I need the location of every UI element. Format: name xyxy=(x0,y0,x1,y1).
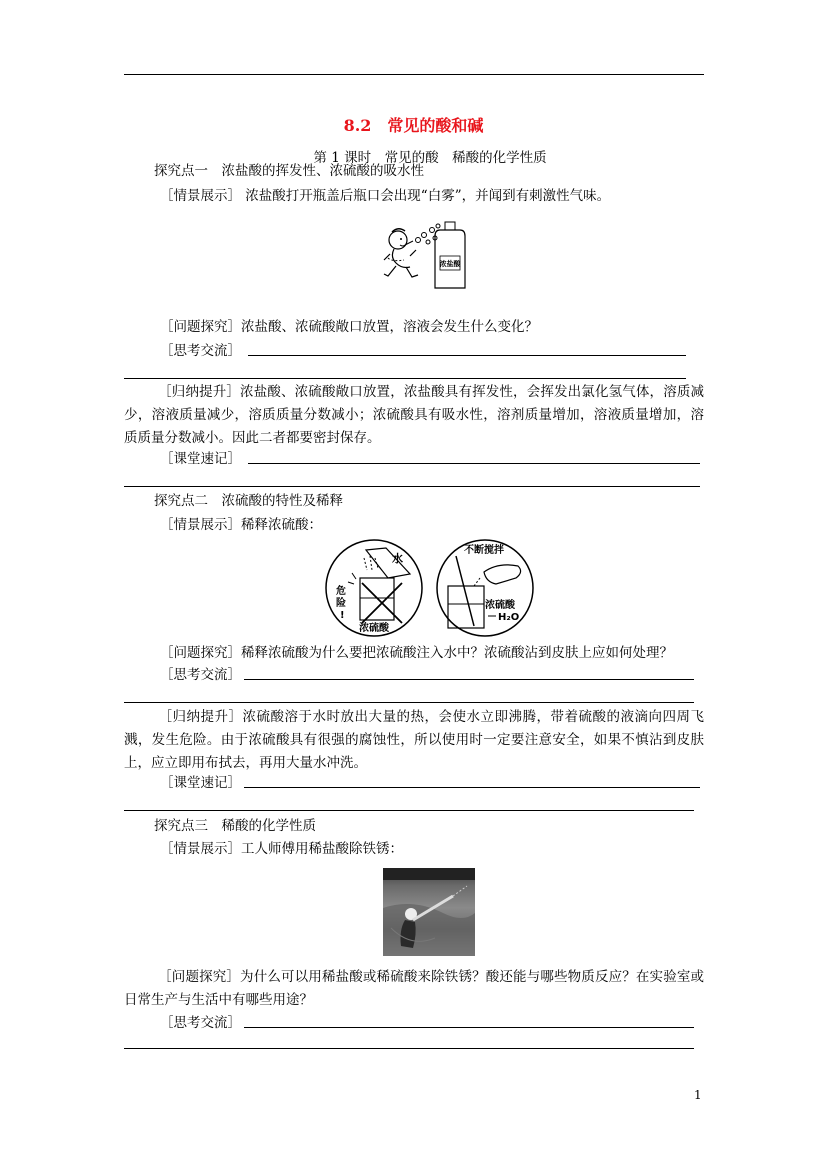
section3-scene: ［情景展示］工人师傅用稀盐酸除铁锈： xyxy=(160,841,403,857)
section2-think-blank-1[interactable] xyxy=(244,679,694,680)
header-rule xyxy=(124,74,704,75)
left-danger-label: 危险! xyxy=(336,586,346,621)
rust-removal-photo xyxy=(383,868,475,956)
section2-heading: 探究点二 浓硫酸的特性及稀释 xyxy=(154,493,343,509)
page-title: 8.2 常见的酸和碱 xyxy=(343,116,484,135)
section2-think-label: ［思考交流］ xyxy=(160,667,241,683)
page-number: 1 xyxy=(694,1088,702,1102)
section2-scene: ［情景展示］稀释浓硫酸： xyxy=(160,517,322,533)
left-water-label: 水 xyxy=(392,552,403,565)
left-acid-label: 浓硫酸 xyxy=(359,623,389,634)
section3-heading: 探究点三 稀酸的化学性质 xyxy=(154,818,316,834)
section3-think-label: ［思考交流］ xyxy=(160,1015,241,1031)
section1-notes-blank-1[interactable] xyxy=(248,463,700,464)
right-acid-label: 浓硫酸 xyxy=(485,600,515,611)
section2-notes-blank-2[interactable] xyxy=(124,810,694,811)
section3-question: ［问题探究］为什么可以用稀盐酸或稀硫酸来除铁锈？酸还能与哪些物质反应？在实验室或日常生产与生活中有哪些用途？ xyxy=(124,969,704,1008)
section1-think-blank-2[interactable] xyxy=(124,378,686,379)
page-subtitle: 第 1 课时 常见的酸 稀酸的化学性质 xyxy=(313,150,547,166)
section1-question: ［问题探究］浓盐酸、浓硫酸敞口放置，溶液会发生什么变化？ xyxy=(160,319,538,335)
section1-summary: ［归纳提升］浓盐酸、浓硫酸敞口放置，浓盐酸具有挥发性，会挥发出氯化氢气体，溶质减少，溶液质量减少，溶质质量分数减小；浓硫酸具有吸水性，溶剂质量增加，溶液质量增加，溶质质量分数减小。因此二者都要密封保存。 xyxy=(124,384,704,446)
section2-think-blank-2[interactable] xyxy=(124,702,694,703)
section1-think-label: ［思考交流］ xyxy=(160,343,241,359)
correct-dilution-figure xyxy=(434,538,536,638)
section2-notes-label: ［课堂速记］ xyxy=(160,775,241,791)
section1-notes-label: ［课堂速记］ xyxy=(160,451,241,467)
section1-notes-blank-2[interactable] xyxy=(124,486,700,487)
section1-scene: ［情景展示］ 浓盐酸打开瓶盖后瓶口会出现“白雾”，并闻到有刺激性气味。 xyxy=(160,188,611,204)
wrong-dilution-figure xyxy=(322,538,426,638)
section1-think-blank-1[interactable] xyxy=(248,355,686,356)
right-water-label: H₂O xyxy=(498,612,520,623)
hcl-fume-figure xyxy=(380,218,480,292)
right-stir-label: 不断搅拌 xyxy=(464,545,504,556)
section2-notes-blank-1[interactable] xyxy=(244,787,700,788)
section2-summary: ［归纳提升］浓硫酸溶于水时放出大量的热，会使水立即沸腾，带着硫酸的液滴向四周飞溅，发生危险。由于浓硫酸具有很强的腐蚀性，所以使用时一定要注意安全，如果不慎沾到皮肤上，应立即用布拭去，再用大量水冲洗。 xyxy=(124,709,704,771)
section1-heading: 探究点一 浓盐酸的挥发性、浓硫酸的吸水性 xyxy=(154,163,424,179)
section2-question: ［问题探究］稀释浓硫酸为什么要把浓硫酸注入水中？浓硫酸沾到皮肤上应如何处理？ xyxy=(160,645,673,661)
bottle-label: 浓盐酸 xyxy=(439,260,461,268)
section3-think-blank-1[interactable] xyxy=(244,1027,694,1028)
section3-think-blank-2[interactable] xyxy=(124,1048,694,1049)
